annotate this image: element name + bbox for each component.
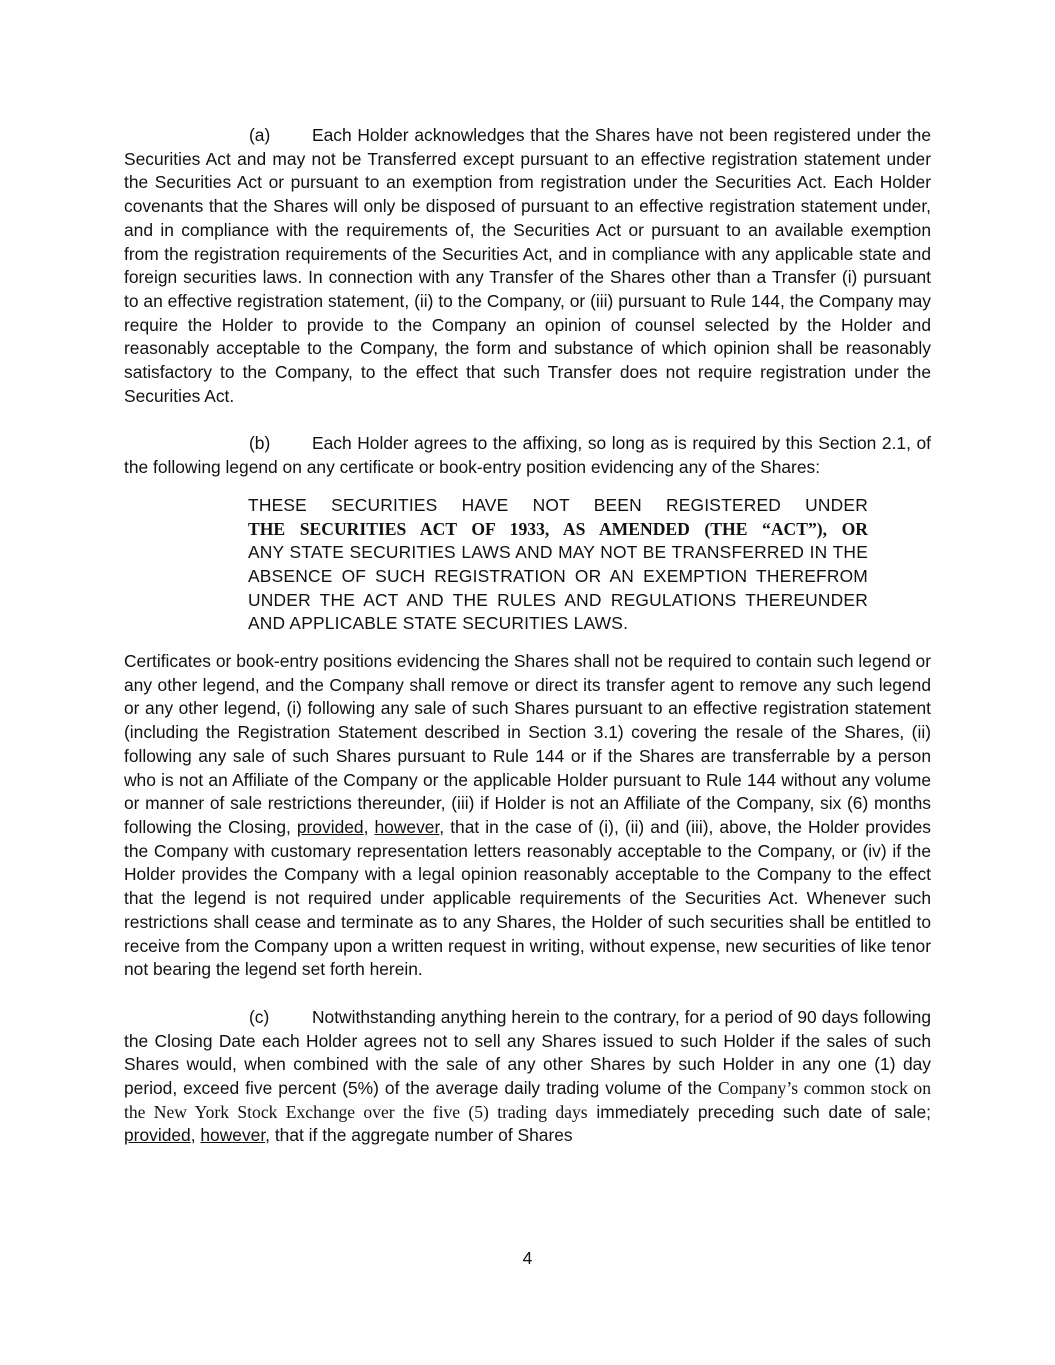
certificates-text-2: , that in the case of (i), (ii) and (iii), above, the Holder provides the Company with customary representation letters reasonably acceptable to the Company, or (iv) if the Holder provides the Company with a legal opinion reasonably acceptable to the Company to the effect that the legend is not required under applicable requirements of the Securities Act. Whenever such restrictions shall cease and terminate as to any Shares, the Holder of such securities shall be entitled to receive from the Company upon a written request in writing, without expense, new securities of like tenor not bearing the legend set forth herein. bbox=[124, 816, 931, 980]
however-underline-c: however bbox=[200, 1125, 266, 1146]
comma: , bbox=[363, 816, 375, 837]
paragraph-certificates bbox=[124, 650, 931, 982]
paragraph-label-c: (c) bbox=[249, 1006, 270, 1027]
document-page bbox=[124, 124, 931, 1148]
certificates-text-1: Certificates or book-entry positions evidencing the Shares shall not be required to contain such legend or any other legend, and the Company shall remove or direct its transfer agent to remove any such legend or any other legend, (i) following any sale of such Shares pursuant to an effective registration statement (including the Registration Statement described in Section 3.1) covering the resale of the Shares, (ii) following any sale of such Shares pursuant to Rule 144 or if the Shares are transferrable by a person who is not an Affiliate of the Company or the applicable Holder pursuant to Rule 144 without any volume or manner of sale restrictions thereunder, (iii) if Holder is not an Affiliate of the Company, six (6) months following the Closing, bbox=[124, 651, 931, 837]
paragraph-a-text: Each Holder acknowledges that the Shares have not been registered under the Securities Act and may not be Transferred except pursuant to an effective registration statement under the Securities Act or pursuant to an exemption from registration under the Securities Act. Each Holder covenants that the Shares will only be disposed of pursuant to an effective registration statement under, and in compliance with the requirements of, the Securities Act or pursuant to an available exemption from the registration requirements of the Securities Act, and in compliance with any applicable state and foreign securities laws. In connection with any Transfer of the Shares other than a Transfer (i) pursuant to an effective registration statement, (ii) to the Company, or (iii) pursuant to Rule 144, the Company may require the Holder to provide to the Company an opinion of counsel selected by the Holder and reasonably acceptable to the Company, the form and substance of which opinion shall be reasonably satisfactory to the Company, to the effect that such Transfer does not require registration under the Securities Act. bbox=[124, 125, 931, 406]
provided-underline: provided bbox=[296, 816, 364, 837]
legend-rest: ANY STATE SECURITIES LAWS AND MAY NOT BE TRANSFERRED IN THE ABSENCE OF SUCH REGISTRATION OR AN EXEMPTION THEREFROM UNDER THE ACT AND THE RULES AND REGULATIONS THEREUNDER AND APPLICABLE STATE SECURITIES LAWS. bbox=[248, 542, 868, 634]
paragraph-label-a: (a) bbox=[249, 125, 271, 145]
paragraph-c-text-3: , that if the aggregate number of Shares bbox=[265, 1125, 573, 1146]
page-number: 4 bbox=[522, 1248, 533, 1268]
comma-c: , bbox=[190, 1125, 201, 1146]
paragraph-label-b: (b) bbox=[249, 433, 271, 454]
legend-line-2: THE SECURITIES ACT OF 1933, AS AMENDED (THE “ACT”), OR bbox=[248, 518, 868, 539]
paragraph-c-text-1: Notwithstanding anything herein to the contrary, for a period of 90 days following the Closing Date each Holder agrees not to sell any Shares issued to such Holder if the sales of such Shares would, when combined with the sale of any other Shares by such Holder in any one (1) day period, exceed five percent (5%) of the average daily trading volume of the bbox=[124, 1006, 931, 1099]
provided-underline-c: provided bbox=[124, 1125, 191, 1146]
legend-line-1: THESE SECURITIES HAVE NOT BEEN REGISTERED UNDER bbox=[248, 494, 868, 515]
paragraph-b bbox=[124, 432, 931, 479]
paragraph-b-text: Each Holder agrees to the affixing, so long as is required by this Section 2.1, of the following legend on any certificate or book-entry position evidencing any of the Shares: bbox=[124, 433, 931, 478]
paragraph-c-text-2: immediately preceding such date of sale; bbox=[587, 1101, 931, 1122]
paragraph-a bbox=[124, 124, 931, 408]
paragraph-c-serif-text: Company’s common stock on the New York Stock Exchange over the five (5) trading days bbox=[124, 1078, 931, 1122]
however-underline: however bbox=[374, 816, 440, 837]
paragraph-c bbox=[124, 1006, 931, 1148]
restrictive-legend bbox=[248, 494, 868, 636]
